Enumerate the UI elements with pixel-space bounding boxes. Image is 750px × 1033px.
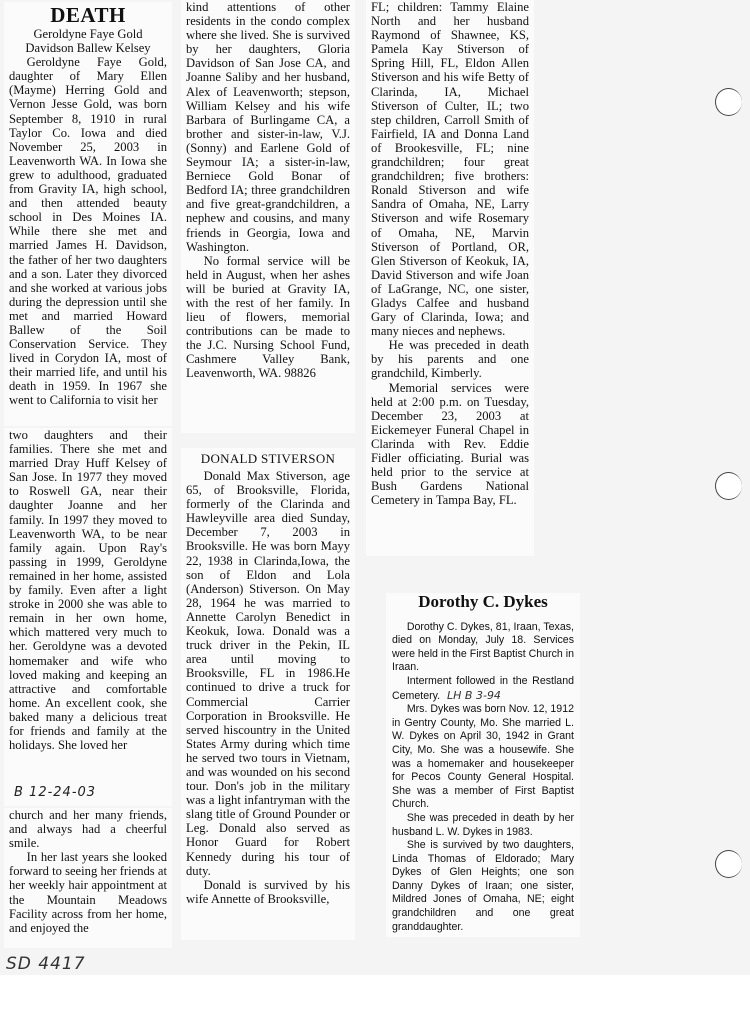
obituary-paragraph: No formal service will be held in August, when her ashes will be buried at Gravity IA, with the rest of her family. In lieu of flowers, memorial contributions can be made to the J.C. Nursing School Fund, Cashmere Valley Bank, Leavenworth, WA. 98826 (186, 253, 350, 381)
obituary-name-line-1: Geroldyne Faye Gold (33, 27, 143, 41)
obituary-heading: Dorothy C. Dykes (418, 593, 548, 611)
obituary-paragraph: Memorial services were held at 2:00 p.m. on Tuesday, December 23, 2003 at Eickemeyer Funeral Chapel in Clarinda with Rev. Eddie Fidler officiating. Burial was held prior to the service at Bush Gardens National Cemetery in Tampa Bay, FL. (371, 380, 529, 508)
obituary-paragraph: In her last years she looked forward to seeing her friends at her weekly hair appointment at the Mountain Meadows Facility across from her home, and enjoyed the (9, 850, 167, 935)
handwritten-date: B 12-24-03 (14, 785, 97, 800)
page-bottom-margin (0, 975, 750, 1033)
obituary-paragraph: Mrs. Dykes was born Nov. 12, 1912 in Gentry County, Mo. She married L. W. Dykes on April 30, 1942 in Grant City, Mo. She was a housewife. She was a homemaker and housekeeper for Pecos County General Hospital. She was a member of First Baptist Church. (392, 703, 574, 811)
obituary-paragraph: FL; children: Tammy Elaine North and her husband Raymond of Shawnee, KS, Pamela Kay Stiverson of Spring Hill, FL, Eldon Allen Stiverson and his wife Betty of Clarinda, IA, Michael Stiverson of Culter, IL; two step children, Carroll Smith of Fairfield, IA and Donna Land of Brookesville, FL; nine grandchildren; four great grandchildren; five brothers: Ronald Stiverson and wife Sandra of Omaha, NE, Larry Stiverson and wife Rosemary of Omaha, NE, Marvin Stiverson of Portland, OR, Glen Stiverson of Keokuk, IA, David Stiverson and wife Joan of LaGrange, NC, one sister, Gladys Calfee and husband Gary of Clarinda, Iowa; and many nieces and nephews. (371, 0, 529, 339)
obituary-paragraph: church and her many friends, and always had a cheerful smile. (9, 808, 167, 851)
obituary-paragraph: He was preceded in death by his parents and one grandchild, Kimberly. (371, 338, 529, 381)
obituary-geroldyne-part1 (4, 2, 172, 426)
obituary-name-line-2: Davidson Ballew Kelsey (25, 41, 151, 56)
obituary-paragraph: Donald Max Stiverson, age 65, of Brooksville, Florida, formerly of the Clarinda and Hawleyville area died Sunday, December 7, 2003 in Brooksville. He was born Mayy 22, 1938 in Clarinda,Iowa, the son of Eldon and Lola (Anderson) Stiverson. On May 28, 1964 he was married to Annette Carolyn Benedict in Keokuk, Iowa. Donald was a truck driver in the Pekin, IL area until moving to Brooksville, FL in 1986.He continued to drive a truck for Commercial Carrier Corporation in Brooksville. He served hiscountry in the United States Army during which time he served two tours in Vietnam, and was wounded on his second tour. Don's job in the military was a light infantryman with the slang title of Ground Pounder or Leg. Donald also served as Honor Guard for Robert Kennedy during his tour of duty. (186, 469, 350, 878)
obituary-text: Interment followed in the Restland Cemetery. (392, 674, 574, 702)
handwritten-page-id: SD 4417 (6, 954, 86, 974)
obituary-dykes (386, 593, 580, 937)
obituary-paragraph: Donald is survived by his wife Annette of Brooksville, (186, 877, 350, 906)
obituary-heading: DONALD STIVERSON (200, 451, 336, 466)
obituary-geroldyne-part2 (4, 428, 172, 806)
obituary-paragraph (392, 675, 574, 703)
handwritten-note: LH B 3-94 (447, 688, 501, 702)
binder-hole (715, 850, 742, 878)
obituary-stiverson-part1 (181, 448, 355, 940)
obituary-geroldyne-part3 (4, 808, 172, 948)
obituary-paragraph: kind attentions of other residents in the condo complex where she lived. She is survived by her daughters, Gloria Davidson of San Jose CA, and Joanne Saliby and her husband, Alex of Leavenworth; stepson, William Kelsey and his wife Barbara of Burlingame CA, a brother and sister-in-law, V.J. (Sonny) and Earlene Gold of Seymour IA; a sister-in-law, Berniece Gold Bonar of Bedford IA; three grandchildren and five great-grandchildren, a nephew and cousins, and many friends in Georgia, Iowa and Washington. (186, 0, 350, 254)
obituary-paragraph: She is survived by two daughters, Linda Thomas of Eldorado; Mary Dykes of Glen Heights; one son Danny Dykes of Iraan; one sister, Mildred Jones of Omaha, NE; eight grandchildren and one great granddaughter. (392, 839, 574, 933)
obituary-paragraph: Dorothy C. Dykes, 81, Iraan, Texas, died on Monday, July 18. Services were held in the First Baptist Church in Iraan. (392, 620, 574, 674)
obituary-stiverson-part2 (366, 0, 534, 556)
obituary-heading: DEATH (50, 3, 126, 27)
binder-hole (715, 88, 742, 116)
obituary-geroldyne-part4 (181, 0, 355, 433)
obituary-paragraph: She was preceded in death by her husband L. W. Dykes in 1983. (392, 811, 574, 838)
binder-hole (715, 472, 742, 500)
obituary-paragraph: two daughters and their families. There she met and married Dray Huff Kelsey of San Jose. In 1977 they moved to Roswell GA, near their daughter Joanne and her family. In 1997 they moved to Leavenworth WA, to be near family again. Upon Ray's passing in 1999, Geroldyne remained in her home, assisted by family. Even after a light stroke in 2000 she was able to remain in her own home, which mattered very much to her. Geroldyne was a devoted homemaker and wife who loved making and keeping an attractive and comfortable home. An excellent cook, she baked many a delicious treat for friends and family at the holidays. She loved her (9, 428, 167, 753)
obituary-paragraph: Geroldyne Faye Gold, daughter of Mary Ellen (Mayme) Herring Gold and Vernon Jesse Gold, was born September 8, 1910 in rural Taylor Co. Iowa and died November 25, 2003 in Leavenworth WA. In Iowa she grew to adulthood, graduated from Gravity IA, high school, and then attended beauty school in Des Moines IA. While there she met and married James H. Davidson, the father of her two daughters and a son. Later they divorced and she worked at various jobs during the depression until she met and married Howard Ballew of the Soil Conservation Service. They lived in Corydon IA, most of their married life, and until his death in 1959. In 1967 she went to California to visit her (9, 55, 167, 408)
